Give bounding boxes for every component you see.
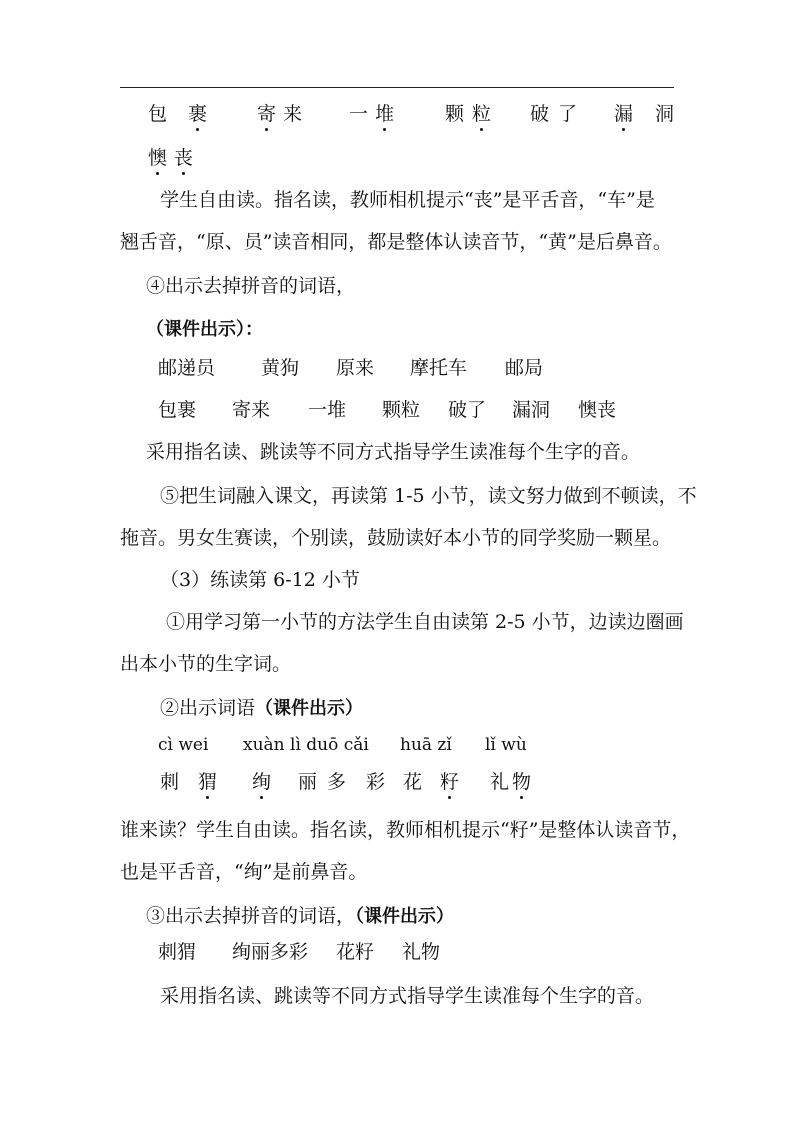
word: 邮递员 [158, 357, 216, 379]
courseware-label: （课件出示） [255, 698, 364, 719]
word: 花籽 [336, 941, 375, 963]
char: 花 [403, 771, 423, 793]
char: 丧 [174, 147, 194, 169]
paragraph: 翘舌音，“原、员”读音相同，都是整体认读音节，“黄”是后鼻音。 [120, 231, 672, 253]
char: 了 [558, 103, 578, 125]
paragraph: 采用指名读、跳读等不同方式指导学生读准每个生字的音。 [146, 441, 641, 463]
char: 籽 [440, 771, 460, 793]
char: 粒 [472, 103, 492, 125]
char: 洞 [655, 103, 675, 125]
pinyin: lǐ wù [485, 735, 527, 755]
char: 颗 [445, 103, 465, 125]
pinyin: cì wei [158, 735, 209, 755]
char: 一 [349, 103, 369, 125]
paragraph: ⑤把生词融入课文，再读第 1-5 小节，读文努力做到不顿读，不 [160, 485, 697, 507]
char: 猬 [198, 771, 218, 793]
word: 原来 [336, 357, 375, 379]
word: 颗粒 [382, 399, 421, 421]
char: 来 [283, 103, 303, 125]
char: 裹 [188, 103, 208, 125]
char: 堆 [375, 103, 395, 125]
char: 破 [530, 103, 550, 125]
char: 漏 [614, 103, 634, 125]
word: 邮局 [505, 357, 544, 379]
char: 多 [327, 771, 347, 793]
char: 物 [512, 771, 532, 793]
word: 摩托车 [410, 357, 468, 379]
word: 包裹 [158, 399, 197, 421]
paragraph: 谁来读？学生自由读。指名读，教师相机提示“籽”是整体认读音节， [120, 819, 691, 841]
section-heading: （3）练读第 6-12 小节 [160, 569, 360, 591]
word: 礼物 [402, 941, 441, 963]
pinyin: xuàn lì duō cǎi [243, 735, 369, 755]
word: 懊丧 [578, 399, 617, 421]
word: 绚丽多彩 [232, 941, 309, 963]
char: 绚 [252, 771, 272, 793]
paragraph-text: ②出示词语 [160, 697, 256, 719]
char: 刺 [160, 771, 180, 793]
char: 礼 [490, 771, 510, 793]
word: 寄来 [232, 399, 271, 421]
paragraph [160, 696, 363, 721]
word: 一堆 [308, 399, 347, 421]
paragraph: ①用学习第一小节的方法学生自由读第 2-5 小节，边读边圈画 [166, 611, 684, 633]
paragraph [146, 904, 454, 929]
char: 懊 [148, 147, 168, 169]
paragraph: 学生自由读。指名读，教师相机提示“丧”是平舌音，“车”是 [160, 189, 655, 211]
char: 彩 [366, 771, 386, 793]
pinyin: huā zǐ [400, 735, 452, 755]
char: 寄 [257, 103, 277, 125]
char: 包 [148, 103, 168, 125]
word: 刺猬 [158, 941, 197, 963]
paragraph: ④出示去掉拼音的词语， [146, 275, 356, 297]
courseware-label: （课件出示） [355, 906, 455, 927]
courseware-heading: （课件出示）： [146, 319, 263, 340]
header-rule [120, 87, 674, 88]
paragraph: 采用指名读、跳读等不同方式指导学生读准每个生字的音。 [160, 985, 655, 1007]
word: 破了 [448, 399, 487, 421]
word: 黄狗 [261, 357, 300, 379]
word: 漏洞 [512, 399, 551, 421]
paragraph-text: ③出示去掉拼音的词语， [146, 905, 356, 927]
paragraph: 也是平舌音，“绚”是前鼻音。 [120, 861, 368, 883]
char: 丽 [298, 771, 318, 793]
paragraph: 出本小节的生字词。 [120, 653, 292, 675]
paragraph: 拖音。男女生赛读，个别读，鼓励读好本小节的同学奖励一颗星。 [120, 527, 672, 549]
